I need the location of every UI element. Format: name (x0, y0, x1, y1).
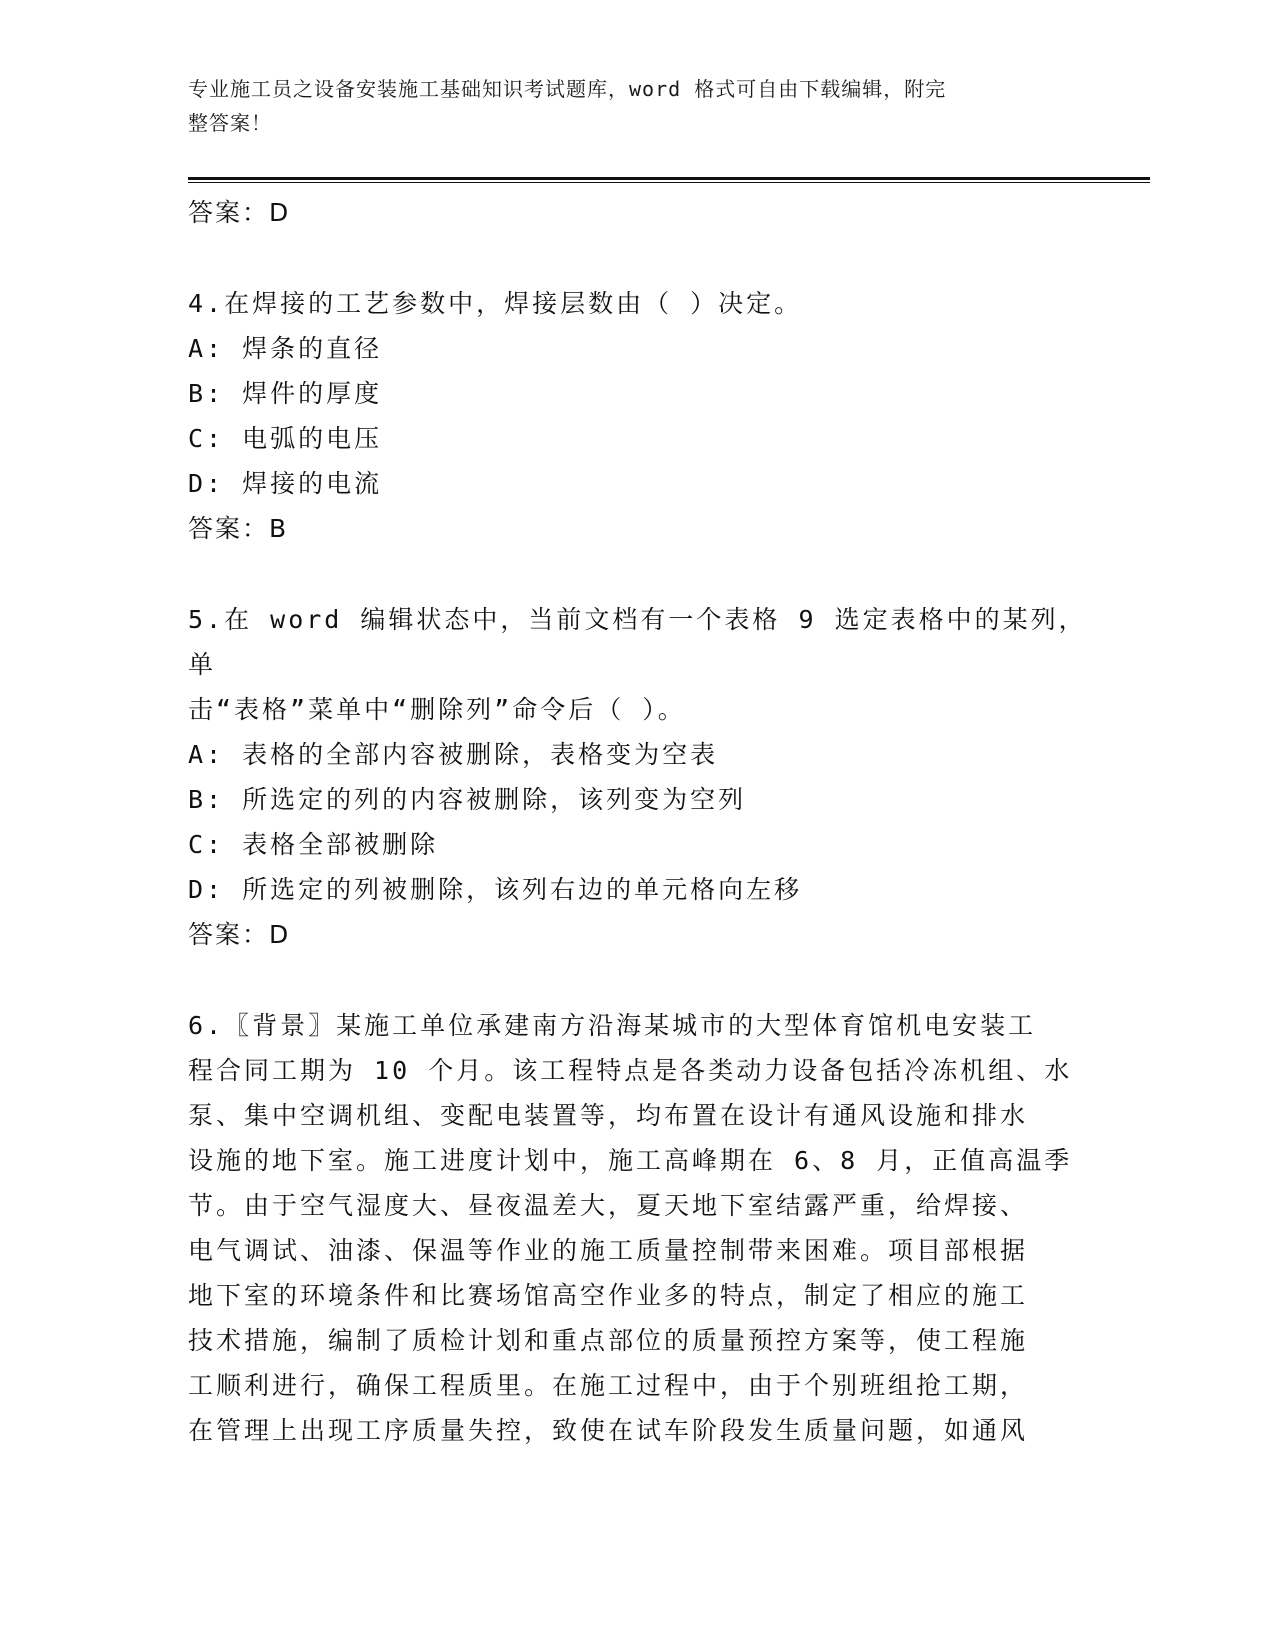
question-4-option-c: C: 电弧的电压 (188, 424, 383, 453)
question-6-line-3: 泵、集中空调机组、变配电装置等，均布置在设计有通风设施和排水 (188, 1101, 1029, 1130)
question-6-line-9: 工顺利进行，确保工程质里。在施工过程中，由于个别班组抢工期， (188, 1371, 1029, 1400)
question-4-text: 4.在焊接的工艺参数中，焊接层数由（ ）决定。 (188, 289, 803, 318)
spacer (188, 551, 1088, 597)
spacer (188, 957, 1088, 1003)
question-6-line-7: 地下室的环境条件和比赛场馆高空作业多的特点，制定了相应的施工 (188, 1281, 1029, 1310)
document-body (188, 190, 1088, 1453)
spacer (188, 235, 1088, 281)
question-4-option-a: A: 焊条的直径 (188, 334, 383, 363)
question-6-line-8: 技术措施，编制了质检计划和重点部位的质量预控方案等，使工程施 (188, 1326, 1029, 1355)
question-5-option-b: B: 所选定的列的内容被删除，该列变为空列 (188, 785, 747, 814)
header-line-2: 整答案！ (188, 111, 272, 135)
question-5-answer: 答案：D (188, 920, 291, 949)
question-5 (188, 597, 1088, 957)
question-6-line-1: 6.〖背景〗某施工单位承建南方沿海某城市的大型体育馆机电安装工 (188, 1011, 1037, 1040)
header-divider-thin (188, 182, 1150, 183)
question-4 (188, 281, 1088, 551)
question-5-option-c: C: 表格全部被删除 (188, 830, 439, 859)
question-4-option-d: D: 焊接的电流 (188, 469, 383, 498)
question-5-option-d: D: 所选定的列被删除，该列右边的单元格向左移 (188, 875, 803, 904)
header-divider-thick (188, 177, 1150, 180)
question-6-line-5: 节。由于空气湿度大、昼夜温差大，夏天地下室结露严重，给焊接、 (188, 1191, 1029, 1220)
previous-answer: 答案：D (188, 198, 291, 227)
question-6-line-6: 电气调试、油漆、保温等作业的施工质量控制带来困难。项目部根据 (188, 1236, 1029, 1265)
question-5-text-line-2: 击“表格”菜单中“删除列”命令后（ ）。 (188, 695, 686, 724)
question-6 (188, 1003, 1073, 1453)
header-line-1: 专业施工员之设备安装施工基础知识考试题库，word 格式可自由下载编辑，附完 (188, 77, 947, 101)
question-4-answer: 答案：B (188, 514, 289, 543)
question-4-option-b: B: 焊件的厚度 (188, 379, 383, 408)
question-5-option-a: A: 表格的全部内容被删除，表格变为空表 (188, 740, 719, 769)
question-6-line-2: 程合同工期为 10 个月。该工程特点是各类动力设备包括冷冻机组、水 (188, 1056, 1073, 1085)
question-6-line-4: 设施的地下室。施工进度计划中，施工高峰期在 6、8 月，正值高温季 (188, 1146, 1073, 1175)
question-5-text-line-1: 5.在 word 编辑状态中，当前文档有一个表格 9 选定表格中的某列，单 (188, 605, 1087, 679)
question-6-line-10: 在管理上出现工序质量失控，致使在试车阶段发生质量问题，如通风 (188, 1416, 1029, 1445)
page-header (188, 72, 1068, 140)
